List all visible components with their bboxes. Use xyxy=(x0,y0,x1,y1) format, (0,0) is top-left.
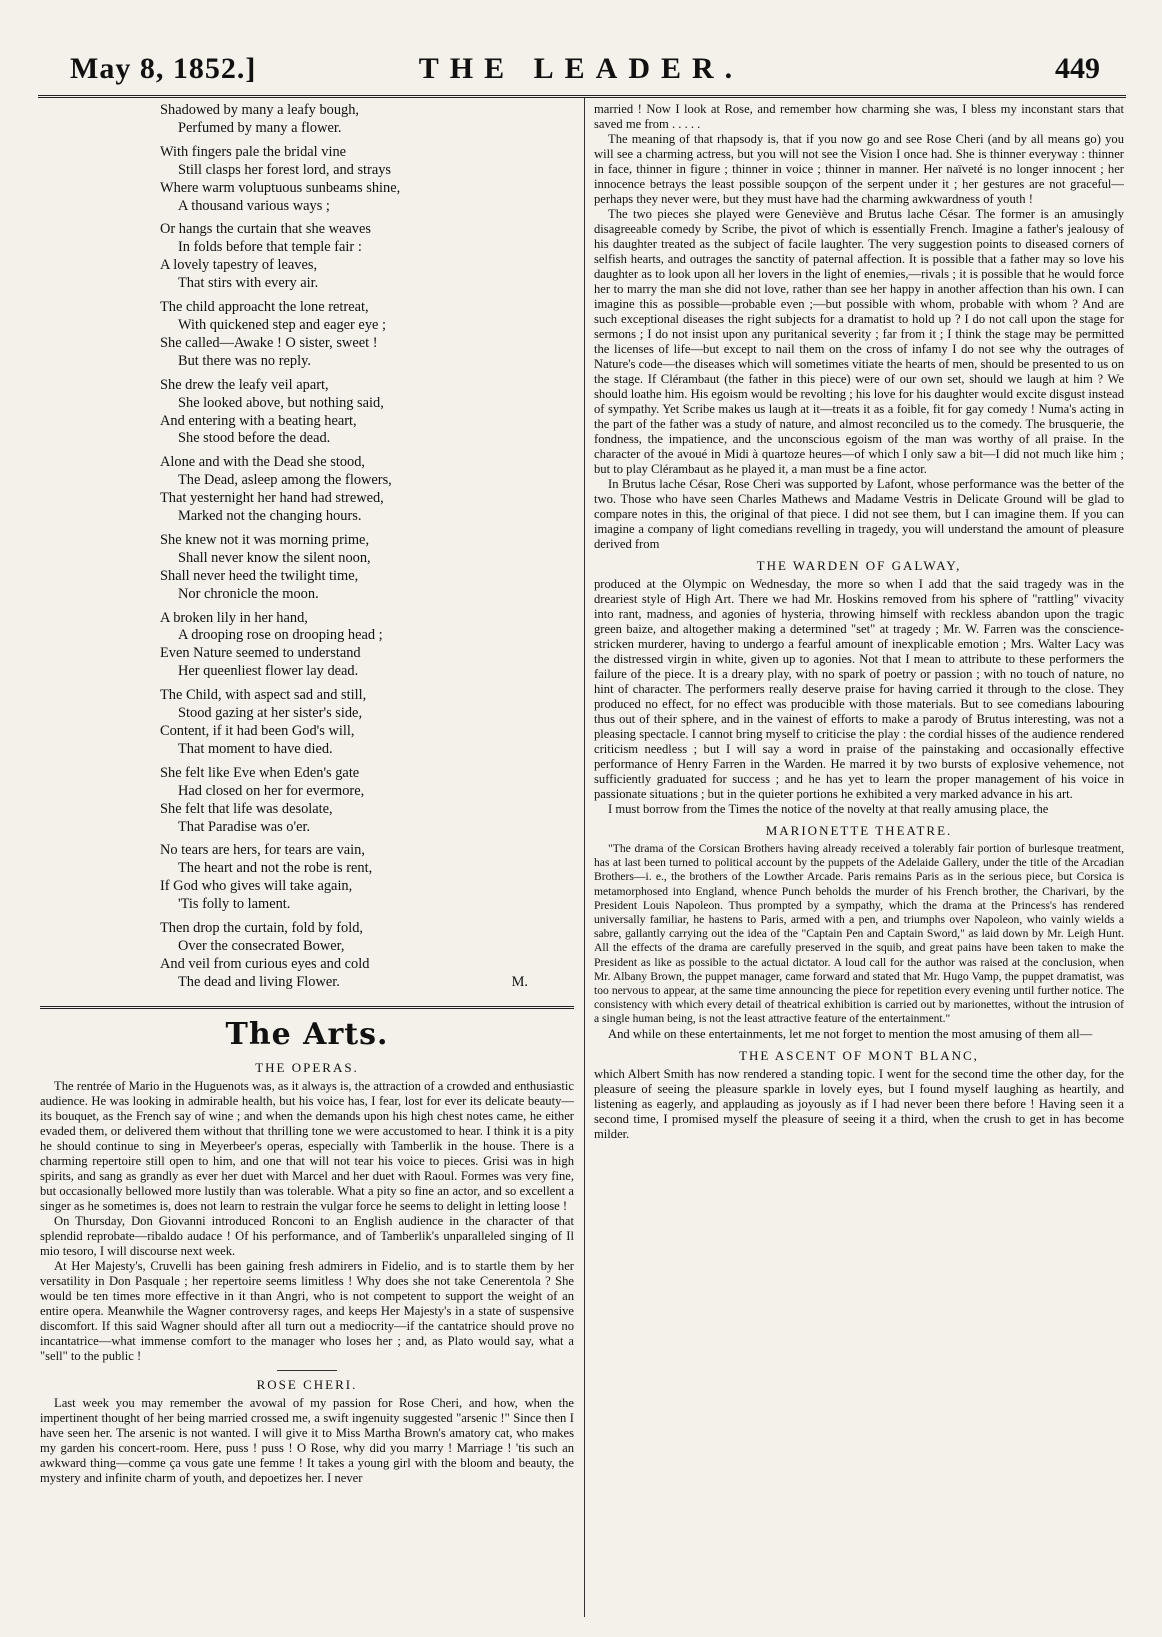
operas-title: THE OPERAS. xyxy=(255,1059,359,1075)
poem-line: She felt like Eve when Eden's gate xyxy=(160,764,360,781)
poem-line: Over the consecrated Bower, xyxy=(178,937,345,954)
divider xyxy=(277,1370,337,1371)
poem-stanza xyxy=(160,299,574,371)
marionette-quote: "The drama of the Corsican Brothers having already received a tolerably fair portion of burlesque treatment, has at last been turned to political account by the puppets of the Adelaide Gallery, under the title of the Arcadian Brothers—i. e., the brothers of the Lowther Arcade. Paris remains Paris as in the serious piece, but Corsica is metamorphosed into England, whence Punch beholds the murder of his French brother, the Charivari, by the President Louis Napoleon. Thus prompted by a sympathy, which the drama at the Princess's has rendered universally familiar, he hastens to Paris, armed with a pen, and triumphs over Napoleon, who vainly wields a sabre, gallantly carrying out the idea of the "Captain Pen and Captain Sword," as laid down by Mr. Leigh Hunt. All the effects of the drama are carefully preserved in the squib, and great pains have been taken to make the President as like as possible to the actual dictator. A loud call for the author was raised at the conclusion, when Mr. Albany Brown, the puppet manager, came forward and stated that Mr. Hugo Vamp, the puppet dramatist, was too nervous to appear, at the same time announcing the piece for repetition every evening until further notice. The consistency with which every detail of theatrical exhibition is carried out by marionettes, without the intrusion of a single human being, is not the least attractive feature of the entertainment." xyxy=(594,842,1124,1026)
warden-title: THE WARDEN OF GALWAY, xyxy=(756,558,962,573)
poem-line: Then drop the curtain, fold by fold, xyxy=(160,920,364,937)
poem-line: She stood before the dead. xyxy=(178,430,331,447)
paragraph: The two pieces she played were Geneviève and Brutus lache César. The former is an amusingly disagreeable comedy by Scribe, the pivot of which is essentially French. Imagine a father's jealousy of his daughter treated as the subject of facile laughter. The very suggestion points to diseased corners of selfish hearts, and outrages the sanctity of paternal affection. It is possible that a father may so love his daughter as to look upon all her lovers in the light of enemies,—rivals ; it is possible that he would force her to marry the man she did not love, rather than see her happy in another affection than his own. I can imagine this as possible—probable even ;—but possible with whom, probable with whom ? And are such exceptional diseases the right subjects for a dramatist to hold up ? I do not call upon the stage for sermons ; I do not insist upon any puritanical severity ; far from it ; I think the stage may be permitted the licenses of life—but except to nail them on the cross of infamy I do not see why the outrages of Nature's code—the diseases which will sometimes vitiate the hearts of men, should be presented to us on the stage. If Clérambaut (the father in this piece) were of our own set, should we laugh at him ? We should loathe him. His egoism would be revolting ; his love for his daughter would excite disgust instead of sympathy. Yet Scribe makes us laugh at it—treats it as a foible, fit for gay comedy ! Numa's acting in the part of the father was a study of nature, and almost reconciled us to the comedy. The brusquerie, the fondness, the impatience, and the unconscious egoism of the man was worthy of all praise. In the character of the avoué in Midi à quartoze heures—of which I only saw a bit—I did not much like him ; but to play Clérambaut as he played it, a man must be a fine actor. xyxy=(594,207,1124,476)
poem-line: Stood gazing at her sister's side, xyxy=(178,705,363,722)
poem-line: Shadowed by many a leafy bough, xyxy=(160,102,360,118)
poem-line: Marked not the changing hours. xyxy=(178,508,362,525)
poem-line: And entering with a beating heart, xyxy=(160,412,357,429)
paragraph: On Thursday, Don Giovanni introduced Ronconi to an English audience in the character of that splendid reprobate—ribaldo audace ! Of his performance, and of Tamberlik's unparalleled singing of Il mio tesoro, I will discourse next week. xyxy=(40,1213,574,1258)
poem-stanza xyxy=(160,920,574,992)
rose-cheri-article xyxy=(40,1396,574,1486)
paragraph: At Her Majesty's, Cruvelli has been gaining fresh admirers in Fidelio, and is to startle them by her versatility in Don Pasquale ; her repertoire seems limitless ! Why does she not take Cenerentola ? She would be ten times more effective in it than Angri, who is not competent to support the weight of an entire opera. Meanwhile the Wagner controversy rages, and keeps Her Majesty's in a state of suspensive discomfort. If this said Wagner should after all turn out a mediocrity—if the cantatrice should prove no incantatrice—what immense comfort to the manager who loses her ; and, as Plato would say, what a "sell" to the public ! xyxy=(40,1258,574,1363)
poem-line: She looked above, but nothing said, xyxy=(178,394,384,411)
poem-line: A lovely tapestry of leaves, xyxy=(160,257,318,274)
poem-line: Where warm voluptuous sunbeams shine, xyxy=(160,179,401,196)
mont-blanc-paragraph: which Albert Smith has now rendered a standing topic. I went for the second time the other day, for the pleasure of seeing the pleasure sparkle in lovely eyes, but I found myself laughing as heartily, and listening as eagerly, and applauding as joyously as if I had never been there before ! Having seen it a second time, I promised myself the pleasure of seeing it a third, when the crush to get in has become milder. xyxy=(594,1066,1124,1141)
marionette-title: MARIONETTE THEATRE. xyxy=(765,823,953,838)
operas-article xyxy=(40,1079,574,1364)
header-title: THE LEADER. xyxy=(418,52,744,85)
section-heading-arts: The Arts. xyxy=(225,1016,389,1052)
poem-line: A broken lily in her hand, xyxy=(160,609,308,626)
poem-line: That Paradise was o'er. xyxy=(178,818,311,835)
poem-stanza xyxy=(160,221,574,293)
poem-line: The dead and living Flower. xyxy=(178,973,340,990)
poem-line: The heart and not the robe is rent, xyxy=(178,860,373,877)
poem-line: A thousand various ways ; xyxy=(178,197,330,214)
right-column xyxy=(594,102,1124,1627)
paragraph: In Brutus lache César, Rose Cheri was supported by Lafont, whose performance was the better of the two. Those who have seen Charles Mathews and Madame Vestris in Delicate Ground will be glad to compare notes in this, the original of that piece. I did not see them, but I can imagine them. If you can imagine a company of light comedians revelling in tragedy, you will understand the amount of pleasure derived from xyxy=(594,477,1124,551)
poem-line: With quickened step and eager eye ; xyxy=(178,316,386,333)
rose-cheri-title: ROSE CHERI. xyxy=(256,1376,358,1392)
poem-line: Content, if it had been God's will, xyxy=(160,723,355,739)
poem xyxy=(40,102,574,992)
poem-line: With fingers pale the bridal vine xyxy=(160,143,347,160)
column-divider xyxy=(584,98,585,1617)
mont-blanc-title: THE ASCENT OF MONT BLANC, xyxy=(739,1047,979,1063)
paragraph: produced at the Olympic on Wednesday, the more so when I add that the said tragedy was in the dreariest style of High Art. There we had Mr. Hoskins removed from his sphere of "rattling" vivacity into rant, madness, and agonies of hysteria, throwing himself with reckless abandon upon the tragic green baize, and altogether making a determined "set" at tragedy ; Mr. W. Farren was the conscience-stricken murderer, having to undergo a fearful amount of inexplicable emotion ; Mrs. Walter Lacy was the distressed virgin in white, given up to agonies. Not that I mean to attribute to these performers the failure of the piece. It is a dreary play, with no spark of poetry or passion ; with no touch of nature, no hint of character. The performers really deserve praise for having carried it through to the close. They produced no effect, for no effect was producible with those materials. But to see comedians labouring thus out of their sphere, and in the vainest of efforts to make a parody of Brutus interesting, was not a pleasing spectacle. I cannot bring myself to criticise the play : the cordial hisses of the audience rendered criticism needless ; but I will say a word in praise of the painstaking and occasionally effective performance of Henry Farren in the Warden. He marred it by two bursts of explosive vehemence, not sufficiently graduated for success ; and he has yet to learn the proper management of his voice in passionate situations ; but in the quieter portions he exhibited a very marked advance in his art. xyxy=(594,577,1124,801)
poem-line: She knew not it was morning prime, xyxy=(160,531,370,548)
warden-article xyxy=(594,577,1124,817)
poem-line: The child approacht the lone retreat, xyxy=(160,299,369,316)
poem-line: The Dead, asleep among the flowers, xyxy=(178,472,392,489)
poem-line: That stirs with every air. xyxy=(178,275,319,292)
header-date: May 8, 1852.] xyxy=(70,52,257,85)
paragraph: The rentrée of Mario in the Huguenots was, as it always is, the attraction of a crowded and enthusiastic audience. He was looking in admirable health, but his voice has, I fear, lost for ever its delicate beauty—its bouquet, as the French say of wine ; and when the demands upon his high chest notes came, he either evaded them, or delivered them without that thrilling tone we were accustomed to hear. I think it is a pity he should continue to sing in Meyerbeer's operas, especially with Tamberlik in the house. There is a charming repertoire still open to him, and one that will not tear his voice to pieces. Grisi was in high spirits, and sang as grandly as ever her duet with Marcel and her duet with Raoul. Formes was very fine, but occasionally bellowed more lustily than was tolerable. What a pity so fine an actor, and so excellent a singer as he sometimes is, does not learn to restrain the vulgar force he seems to delight in letting loose ! xyxy=(40,1078,574,1213)
poem-line: The Child, with aspect sad and still, xyxy=(160,687,367,704)
poem-line: No tears are hers, for tears are vain, xyxy=(160,842,365,859)
poem-line: Or hangs the curtain that she weaves xyxy=(160,221,371,238)
paragraph: Last week you may remember the avowal of my passion for Rose Cheri, and how, when the impertinent thought of her being married crossed me, a swift ingenuity suggested "arsenic !" Since then I have seen her. The arsenic is not wanted. I will give it to Miss Martha Brown's amatory cat, who makes my garden his concert-room. Here, puss ! puss ! O Rose, why did you marry ! Marriage ! 'tis such an awkward thing—comme ça vous gate une femme ! It takes a young girl with the bloom and beauty, the mystery and infinite charm of youth, and depoetizes her. I never xyxy=(40,1395,574,1485)
poem-line: Shall never heed the twilight time, xyxy=(160,567,359,584)
poem-line: Nor chronicle the moon. xyxy=(178,585,319,602)
paragraph: married ! Now I look at Rose, and remember how charming she was, I bless my inconstant stars that saved me from . . . . . xyxy=(594,102,1124,131)
poem-line: That yesternight her hand had strewed, xyxy=(160,490,384,507)
poem-stanza xyxy=(160,610,574,682)
poem-stanza xyxy=(160,377,574,449)
header-rule xyxy=(38,95,1126,98)
poem-line: Had closed on her for evermore, xyxy=(178,782,365,799)
poem-stanza xyxy=(160,454,574,526)
rose-cheri-continued xyxy=(594,102,1124,552)
poem-line: She called—Awake ! O sister, sweet ! xyxy=(160,334,378,351)
poem-line: That moment to have died. xyxy=(178,740,333,757)
poem-line: But there was no reply. xyxy=(178,352,311,369)
poem-line: Still clasps her forest lord, and strays xyxy=(178,161,392,178)
poem-line: Even Nature seemed to understand xyxy=(160,645,361,662)
poem-line: She felt that life was desolate, xyxy=(160,800,333,817)
poem-line: Alone and with the Dead she stood, xyxy=(160,454,366,471)
poem-stanza xyxy=(160,144,574,216)
section-rule xyxy=(40,1006,574,1009)
left-column xyxy=(40,102,574,1627)
poem-stanza xyxy=(160,532,574,604)
poem-stanza xyxy=(160,687,574,759)
paragraph: I must borrow from the Times the notice of the novelty at that really amusing place, the xyxy=(608,802,1049,816)
poem-line: 'Tis folly to lament. xyxy=(178,896,291,913)
paragraph: The meaning of that rhapsody is, that if you now go and see Rose Cheri (and by all means go) you will see a charming actress, but you will not see the Vision I once had. She is thinner everyway : thinner in face, thinner in figure ; thinner in voice ; thinner in manner. Her naïveté is no longer innocent ; her innocence betrays the least possible soupçon of the serpent under it ; her gestures are not graceful—perhaps they never were, but they must have had the charming awkwardness of youth ! xyxy=(594,132,1124,206)
header-page-number: 449 xyxy=(1055,52,1100,85)
after-quote-paragraph: And while on these entertainments, let me not forget to mention the most amusing of them all— xyxy=(608,1026,1093,1041)
poem-line: Perfumed by many a flower. xyxy=(178,119,342,136)
poem-signature: M. xyxy=(511,973,528,990)
poem-line: She drew the leafy veil apart, xyxy=(160,376,329,393)
poem-line: Her queenliest flower lay dead. xyxy=(178,663,359,680)
poem-line: If God who gives will take again, xyxy=(160,878,353,895)
poem-line: A drooping rose on drooping head ; xyxy=(178,627,383,644)
poem-stanza xyxy=(160,765,574,837)
poem-line: Shall never know the silent noon, xyxy=(178,549,371,566)
poem-stanza xyxy=(160,842,574,914)
poem-line: And veil from curious eyes and cold xyxy=(160,955,370,972)
poem-line: In folds before that temple fair : xyxy=(178,239,362,256)
page-header xyxy=(40,52,1122,96)
poem-stanza xyxy=(160,102,574,138)
